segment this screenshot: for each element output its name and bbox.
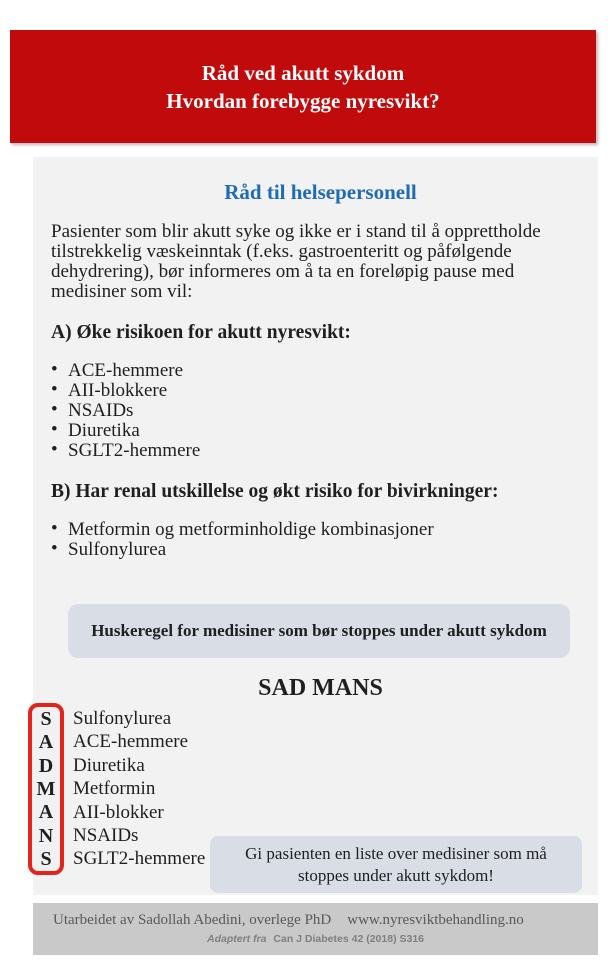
list-item: • SGLT2-hemmere [51,441,590,461]
section-a-list [51,361,590,461]
reminder-banner: Huskeregel for medisiner som bør stoppes under akutt sykdom [68,604,570,658]
mnemonic-letter: M [36,777,56,800]
section-b-title: B) Har renal utskillelse og økt risiko for bivirkninger: [51,481,499,502]
list-item: • Sulfonylurea [51,540,590,560]
author-credit: Utarbeidet av Sadollah Abedini, overlege PhD [53,912,332,928]
website-url: www.nyresviktbehandling.no [347,912,524,928]
section-heading-helsepersonell: Råd til helsepersonell [224,180,417,204]
mnemonic-letter: S [40,848,52,871]
mnemonic-label: ACE-hemmere [73,731,189,753]
mnemonic-label: NSAIDs [73,825,139,847]
list-item: • Diuretika [51,421,590,441]
patient-note-box [210,836,582,893]
mnemonic-section [36,671,590,893]
patient-note-text: Gi pasienten en liste over medisiner som må stoppes under akutt sykdom! [245,843,547,885]
mnemonic-letter: N [38,824,54,847]
mnemonic-letter: D [38,754,54,777]
list-item: • Metformin og metforminholdige kombinasjoner [51,520,590,540]
poster-title-line2: Hvordan forebygge nyresvikt? [166,88,440,113]
mnemonic-letter-box [28,703,64,875]
list-item: • NSAIDs [51,401,590,421]
mnemonic-label: Sulfonylurea [73,708,172,729]
mnemonic-letter: A [38,801,54,824]
citation-source: Can J Diabetes 42 (2018) S316 [273,933,425,945]
footer-band [33,903,598,955]
mnemonic-letter: A [38,731,54,754]
section-b-list [51,520,590,560]
citation-line [33,933,598,945]
intro-paragraph: Pasienter som blir akutt syke og ikke er i stand til å opprettholde tilstrekkelig væskeinntak (f.eks. gastroenteritt og påfølgende dehydrering), bør informeres om å ta en foreløpig pause med medisiner som vil: [51,221,541,302]
mnemonic-label: AII-blokker [73,801,164,823]
title-banner [10,30,596,143]
mnemonic-title: SAD MANS [258,675,383,701]
mnemonic-label: Metformin [73,778,156,800]
list-item: • ACE-hemmere [51,361,590,381]
card-inner [33,180,598,893]
mnemonic-label: Diuretika [73,754,145,776]
mnemonic-label: SGLT2-hemmere [73,848,206,870]
mnemonic-letter: S [40,707,52,730]
citation-prefix: Adaptert fra [206,933,267,945]
list-item: • AII-blokkere [51,381,590,401]
content-card [33,157,598,895]
credit-line [33,911,598,929]
section-a-title: A) Øke risikoen for akutt nyresvikt: [51,322,351,343]
mnemonic-labels [73,707,205,871]
poster-title-line1: Råd ved akutt sykdom [201,60,405,85]
